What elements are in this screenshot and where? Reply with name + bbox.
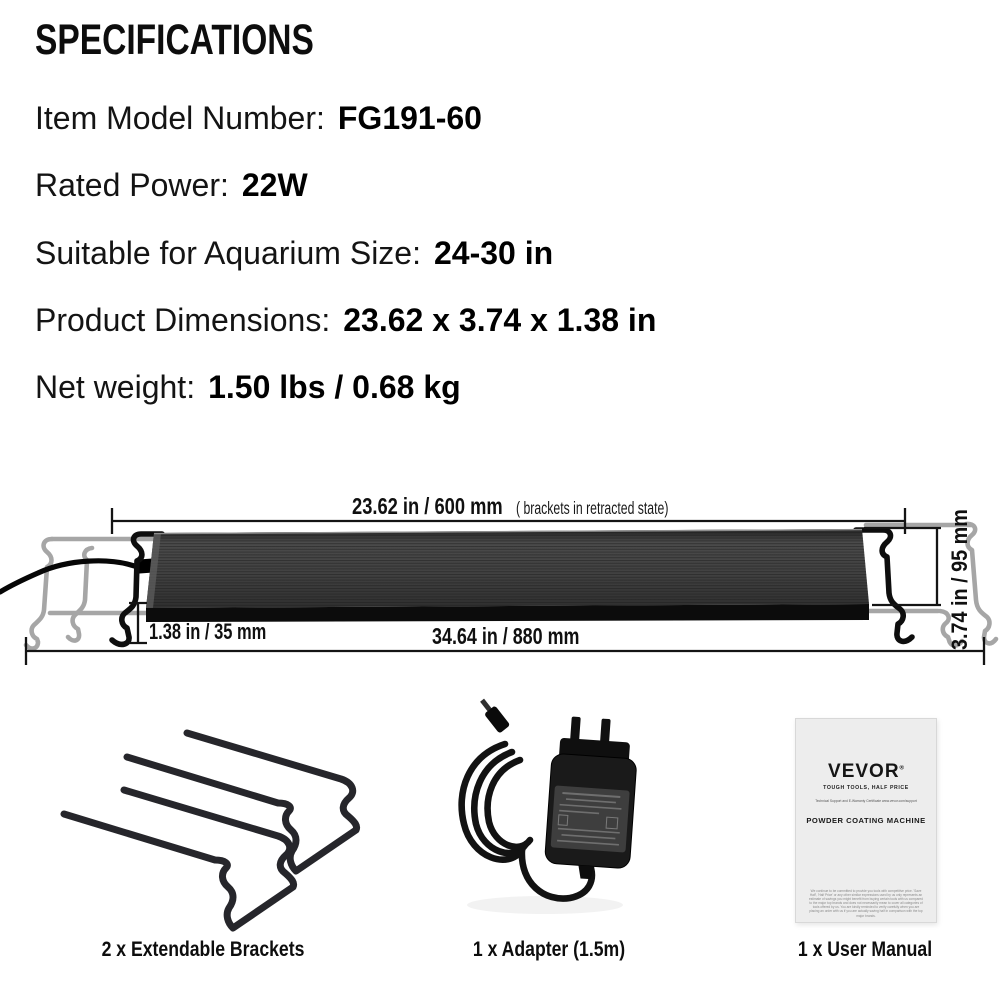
dim-height-label: 3.74 in / 95 mm	[947, 509, 973, 650]
page-title: SPECIFICATIONS	[35, 16, 314, 64]
spec-row-power	[35, 166, 308, 204]
spec-row-aquarium-size	[35, 234, 553, 272]
spec-value: FG191-60	[337, 100, 482, 136]
spec-row-model	[35, 99, 482, 137]
spec-label: Rated Power:	[35, 167, 229, 203]
user-manual-illustration	[795, 718, 937, 923]
label-user-manual: 1 x User Manual	[797, 937, 933, 961]
spec-row-weight	[35, 368, 461, 406]
dim-height	[864, 528, 941, 605]
adapter-body	[544, 715, 640, 882]
spec-label: Item Model Number:	[35, 100, 325, 136]
adapter-dc-plug	[477, 696, 511, 734]
dim-length-retracted-label: 23.62 in / 600 mm	[352, 493, 503, 520]
spec-label: Product Dimensions:	[35, 302, 331, 338]
dim-length-retracted-note: ( brackets in retracted state)	[516, 498, 669, 519]
dimension-diagram	[0, 470, 1000, 670]
extendable-brackets-illustration	[64, 733, 357, 928]
manual-tagline: TOUGH TOOLS, HALF PRICE	[823, 785, 909, 791]
bracket-front	[64, 790, 294, 928]
manual-doc-title: POWDER COATING MACHINE	[806, 816, 926, 825]
spec-value: 24-30 in	[433, 235, 554, 271]
label-adapter: 1 x Adapter (1.5m)	[472, 937, 626, 961]
dim-length-extended-label: 34.64 in / 880 mm	[432, 623, 580, 650]
spec-label: Suitable for Aquarium Size:	[35, 235, 421, 271]
spec-value: 23.62 x 3.74 x 1.38 in	[343, 302, 657, 338]
spec-value: 22W	[241, 167, 308, 203]
power-cord	[0, 561, 140, 592]
aquarium-light-bar	[146, 529, 869, 622]
vevor-logo: VEVOR®	[828, 761, 904, 782]
spec-label: Net weight:	[35, 369, 196, 405]
power-adapter-illustration	[462, 696, 640, 914]
registered-mark: ®	[899, 765, 904, 772]
manual-fine-print: We continue to be committed to provide you tools with competitive price. 'Save Half', 'Half Price' or any other similar expressions used by us only represents an estimate of savings you might benefit from buying certain tools with us compared to the major top brands and does not necessarily mean to cover all categories of tools offered by us. You are kindly reminded to verify carefully when you are placing an order with us if you are actually saving half in comparison with the top major brands.	[809, 889, 923, 918]
spec-value: 1.50 lbs / 0.68 kg	[208, 369, 461, 405]
label-extendable-brackets: 2 x Extendable Brackets	[101, 937, 305, 961]
dim-thickness-label: 1.38 in / 35 mm	[149, 619, 267, 645]
spec-row-dimensions	[35, 301, 656, 339]
manual-support-line: Technical Support and E-Warranty Certificate www.vevor.com/support	[815, 799, 917, 803]
